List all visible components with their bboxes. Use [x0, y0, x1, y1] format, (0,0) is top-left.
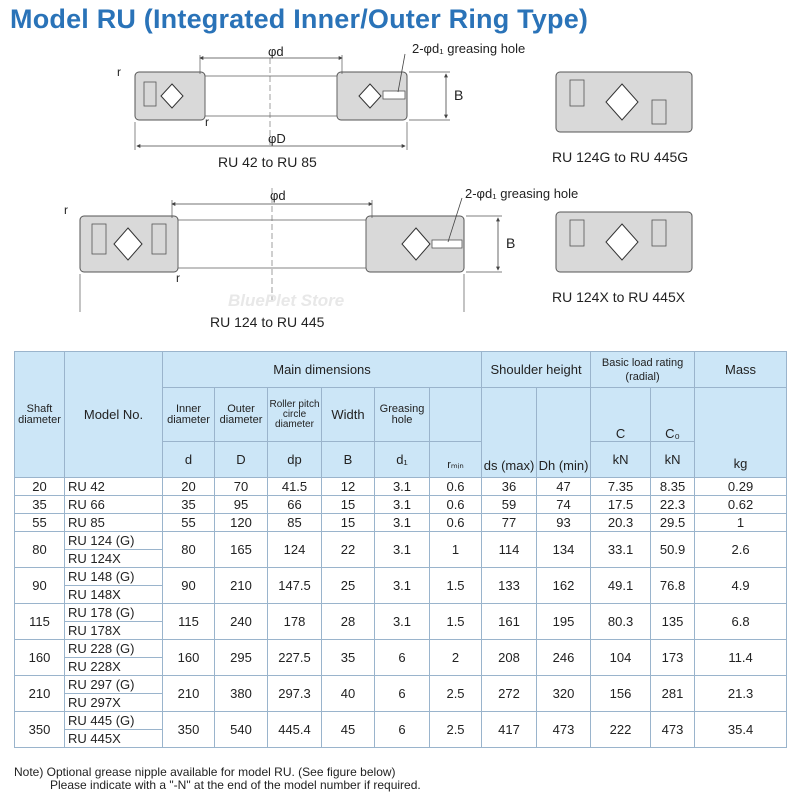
- cell-dp: 66: [268, 496, 322, 514]
- drawing-caption: RU 124G to RU 445G: [552, 149, 689, 165]
- cell-dh: 93: [537, 514, 591, 532]
- cell-rmin: 0.6: [430, 496, 482, 514]
- cell-dp: 445.4: [268, 712, 322, 748]
- cell-ds: 59: [482, 496, 537, 514]
- cell-dp: 124: [268, 532, 322, 568]
- cell-shaft: 210: [15, 676, 65, 712]
- cell-B: 15: [322, 514, 375, 532]
- cell-D: 165: [215, 532, 268, 568]
- header-symbol-D: D: [215, 442, 268, 478]
- cell-ds: 77: [482, 514, 537, 532]
- cell-B: 22: [322, 532, 375, 568]
- cell-dp: 147.5: [268, 568, 322, 604]
- header-main-dimensions: Main dimensions: [163, 352, 482, 388]
- header-c: C: [591, 388, 651, 442]
- cell-c0: 473: [651, 712, 695, 748]
- cell-d1: 3.1: [375, 514, 430, 532]
- cell-rmin: 0.6: [430, 514, 482, 532]
- cell-d: 55: [163, 514, 215, 532]
- footnote-line-1: Note) Optional grease nipple available for model RU. (See figure below): [14, 765, 396, 779]
- outer-diameter-label: φD: [268, 131, 286, 146]
- cell-c0: 135: [651, 604, 695, 640]
- cell-B: 15: [322, 496, 375, 514]
- cell-model: RU 297 (G): [65, 676, 163, 694]
- cell-rmin: 1.5: [430, 568, 482, 604]
- cell-c: 156: [591, 676, 651, 712]
- drawing-caption: RU 42 to RU 85: [218, 154, 317, 170]
- cell-model: RU 228 (G): [65, 640, 163, 658]
- header-unit-mass: kg: [695, 388, 787, 478]
- cell-model: RU 124 (G): [65, 532, 163, 550]
- cell-D: 70: [215, 478, 268, 496]
- cell-B: 28: [322, 604, 375, 640]
- cell-D: 295: [215, 640, 268, 676]
- cell-c: 80.3: [591, 604, 651, 640]
- cell-model: RU 85: [65, 514, 163, 532]
- header-symbol-d: d: [163, 442, 215, 478]
- cell-c0: 22.3: [651, 496, 695, 514]
- cell-d: 20: [163, 478, 215, 496]
- cell-rmin: 0.6: [430, 478, 482, 496]
- cell-model: RU 228X: [65, 658, 163, 676]
- cell-dp: 297.3: [268, 676, 322, 712]
- cell-dh: 246: [537, 640, 591, 676]
- cell-shaft: 90: [15, 568, 65, 604]
- cell-model: RU 178X: [65, 622, 163, 640]
- header-ds: ds (max): [482, 388, 537, 478]
- header-symbol-B: B: [322, 442, 375, 478]
- cell-dh: 134: [537, 532, 591, 568]
- cell-mass: 4.9: [695, 568, 787, 604]
- drawing-ru124x-445x: [552, 212, 692, 305]
- radius-label: r: [117, 65, 121, 79]
- cell-d1: 3.1: [375, 532, 430, 568]
- cell-d1: 3.1: [375, 568, 430, 604]
- header-shaft-diameter: Shaft diameter: [15, 352, 65, 478]
- cell-dp: 227.5: [268, 640, 322, 676]
- cell-B: 45: [322, 712, 375, 748]
- greasing-hole-label: 2-φd₁ greasing hole: [412, 41, 526, 56]
- cell-model: RU 148X: [65, 586, 163, 604]
- cell-c: 33.1: [591, 532, 651, 568]
- cell-D: 540: [215, 712, 268, 748]
- cell-dh: 74: [537, 496, 591, 514]
- cell-shaft: 35: [15, 496, 65, 514]
- header-outer-diameter: Outer diameter: [215, 388, 268, 442]
- cell-rmin: 1: [430, 532, 482, 568]
- cell-mass: 11.4: [695, 640, 787, 676]
- cell-dh: 473: [537, 712, 591, 748]
- cell-rmin: 2: [430, 640, 482, 676]
- cell-model: RU 445 (G): [65, 712, 163, 730]
- table-row: [15, 640, 787, 658]
- cell-mass: 6.8: [695, 604, 787, 640]
- cell-c: 222: [591, 712, 651, 748]
- footnote: [14, 766, 421, 792]
- cell-c0: 281: [651, 676, 695, 712]
- radius-label: r: [176, 271, 180, 285]
- cell-B: 12: [322, 478, 375, 496]
- cell-shaft: 160: [15, 640, 65, 676]
- width-label: B: [506, 235, 516, 251]
- cell-model: RU 178 (G): [65, 604, 163, 622]
- cell-c: 7.35: [591, 478, 651, 496]
- cell-ds: 114: [482, 532, 537, 568]
- cell-ds: 272: [482, 676, 537, 712]
- header-dh: Dh (min): [537, 388, 591, 478]
- width-label: B: [454, 87, 464, 103]
- cell-D: 380: [215, 676, 268, 712]
- cell-dh: 47: [537, 478, 591, 496]
- cell-d1: 3.1: [375, 496, 430, 514]
- header-shoulder-height: Shoulder height: [482, 352, 591, 388]
- cell-model: RU 42: [65, 478, 163, 496]
- cell-ds: 208: [482, 640, 537, 676]
- inner-diameter-label: φd: [268, 44, 284, 59]
- table-row: [15, 712, 787, 730]
- cell-c0: 50.9: [651, 532, 695, 568]
- cell-B: 25: [322, 568, 375, 604]
- cell-c0: 29.5: [651, 514, 695, 532]
- header-symbol-d1: d₁: [375, 442, 430, 478]
- drawing-ru124g-445g: [552, 72, 692, 165]
- cell-mass: 0.29: [695, 478, 787, 496]
- cell-c: 20.3: [591, 514, 651, 532]
- cell-c0: 173: [651, 640, 695, 676]
- cell-ds: 161: [482, 604, 537, 640]
- cell-d: 160: [163, 640, 215, 676]
- cell-B: 35: [322, 640, 375, 676]
- header-mass: Mass: [695, 352, 787, 388]
- cell-rmin: 1.5: [430, 604, 482, 640]
- cell-D: 120: [215, 514, 268, 532]
- header-inner-diameter: Inner diameter: [163, 388, 215, 442]
- cell-d1: 3.1: [375, 604, 430, 640]
- cell-dp: 178: [268, 604, 322, 640]
- header-symbol-rmin: rₘᵢₙ: [430, 442, 482, 478]
- spec-table: [14, 351, 787, 748]
- cell-d: 90: [163, 568, 215, 604]
- header-c0: C₀: [651, 388, 695, 442]
- cell-c: 17.5: [591, 496, 651, 514]
- radius-label: r: [205, 115, 209, 129]
- cell-c0: 76.8: [651, 568, 695, 604]
- cell-D: 240: [215, 604, 268, 640]
- cell-d: 35: [163, 496, 215, 514]
- cell-d1: 6: [375, 676, 430, 712]
- cell-mass: 35.4: [695, 712, 787, 748]
- cell-d1: 3.1: [375, 478, 430, 496]
- spec-table-body: [15, 478, 787, 748]
- cell-B: 40: [322, 676, 375, 712]
- table-row: [15, 496, 787, 514]
- table-row: [15, 478, 787, 496]
- cell-model: RU 124X: [65, 550, 163, 568]
- cell-ds: 133: [482, 568, 537, 604]
- cell-c: 104: [591, 640, 651, 676]
- drawing-caption: RU 124X to RU 445X: [552, 289, 686, 305]
- footnote-line-2: Please indicate with a "-N" at the end of the model number if required.: [50, 778, 421, 792]
- cell-d: 115: [163, 604, 215, 640]
- header-roller-pitch: Roller pitch circle diameter: [268, 388, 322, 442]
- table-row: [15, 514, 787, 532]
- cell-rmin: 2.5: [430, 712, 482, 748]
- inner-diameter-label: φd: [270, 188, 286, 203]
- table-row: [15, 568, 787, 586]
- cell-c0: 8.35: [651, 478, 695, 496]
- cell-shaft: 350: [15, 712, 65, 748]
- cell-dp: 85: [268, 514, 322, 532]
- cell-mass: 1: [695, 514, 787, 532]
- watermark: BluePlet Store: [228, 291, 345, 310]
- header-symbol-dp: dp: [268, 442, 322, 478]
- table-row: [15, 604, 787, 622]
- cell-model: RU 297X: [65, 694, 163, 712]
- cell-shaft: 55: [15, 514, 65, 532]
- cell-ds: 36: [482, 478, 537, 496]
- cell-mass: 2.6: [695, 532, 787, 568]
- drawing-ru42-85: [117, 41, 525, 170]
- cell-dh: 195: [537, 604, 591, 640]
- cell-dh: 162: [537, 568, 591, 604]
- cell-model: RU 148 (G): [65, 568, 163, 586]
- technical-drawings: [0, 0, 800, 345]
- cell-shaft: 20: [15, 478, 65, 496]
- drawing-caption: RU 124 to RU 445: [210, 314, 325, 330]
- header-greasing-hole: Greasing hole: [375, 388, 430, 442]
- cell-mass: 21.3: [695, 676, 787, 712]
- table-row: [15, 676, 787, 694]
- table-row: [15, 532, 787, 550]
- cell-shaft: 115: [15, 604, 65, 640]
- page-title: Model RU (Integrated Inner/Outer Ring Type): [10, 4, 589, 34]
- cell-D: 95: [215, 496, 268, 514]
- radius-label: r: [64, 203, 68, 217]
- cell-shaft: 80: [15, 532, 65, 568]
- cell-ds: 417: [482, 712, 537, 748]
- header-basic-load-rating: Basic load rating (radial): [591, 352, 695, 388]
- cell-d: 80: [163, 532, 215, 568]
- header-unit-c: kN: [591, 442, 651, 478]
- cell-c: 49.1: [591, 568, 651, 604]
- cell-mass: 0.62: [695, 496, 787, 514]
- header-width: Width: [322, 388, 375, 442]
- header-blank: [430, 388, 482, 442]
- drawing-ru124-445: [64, 186, 578, 330]
- cell-d1: 6: [375, 640, 430, 676]
- cell-d: 210: [163, 676, 215, 712]
- header-unit-c0: kN: [651, 442, 695, 478]
- cell-d1: 6: [375, 712, 430, 748]
- cell-model: RU 445X: [65, 730, 163, 748]
- cell-d: 350: [163, 712, 215, 748]
- cell-D: 210: [215, 568, 268, 604]
- greasing-hole-label: 2-φd₁ greasing hole: [465, 186, 579, 201]
- header-model-no: Model No.: [65, 352, 163, 478]
- cell-rmin: 2.5: [430, 676, 482, 712]
- cell-dh: 320: [537, 676, 591, 712]
- cell-model: RU 66: [65, 496, 163, 514]
- cell-dp: 41.5: [268, 478, 322, 496]
